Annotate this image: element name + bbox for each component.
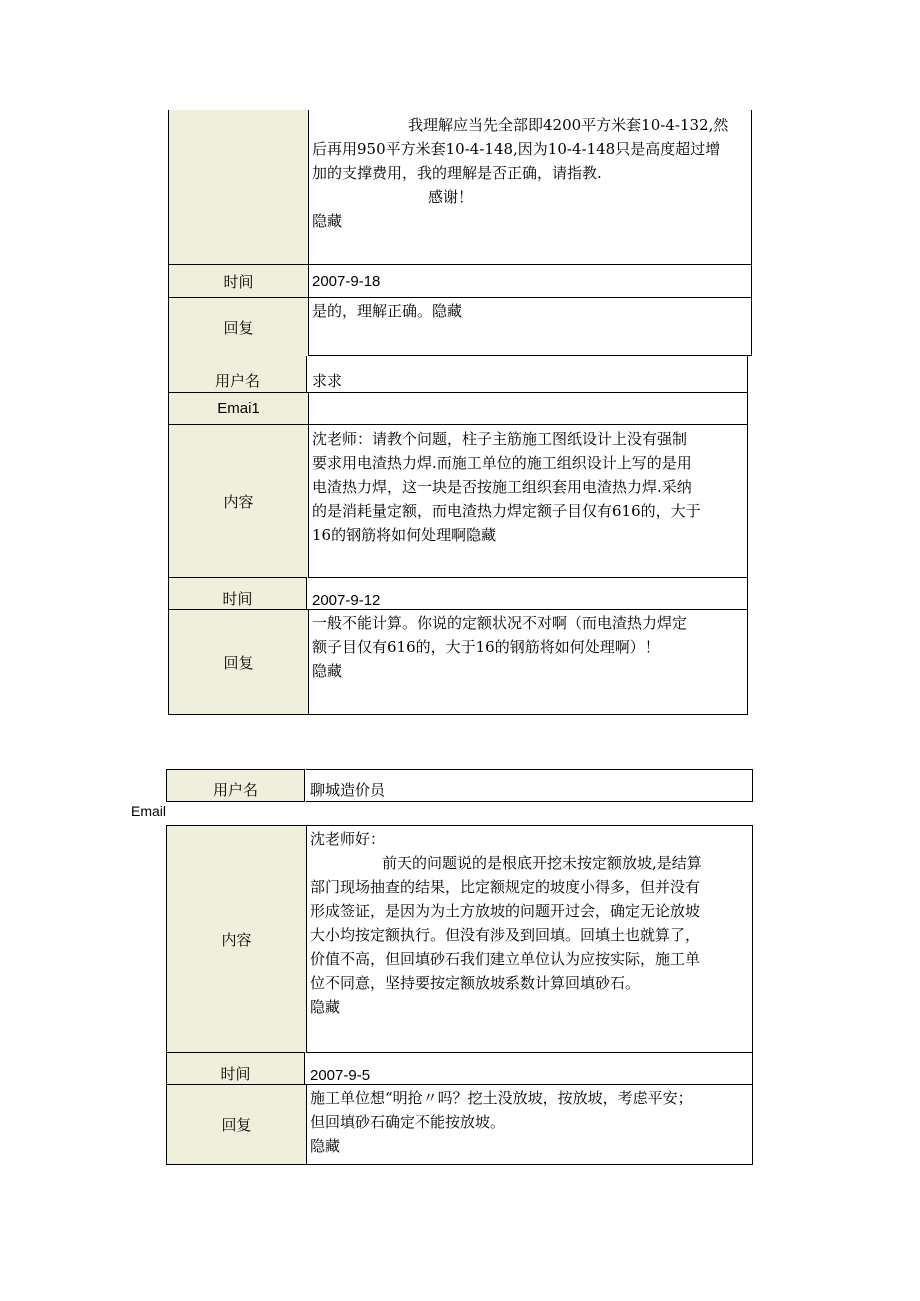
content-line: 沈老师：请教个问题，柱子主筋施工图纸设计上没有强制 <box>312 430 688 448</box>
time-label: 时间 <box>166 1052 305 1084</box>
time-row <box>168 264 752 297</box>
reply-value <box>308 297 752 356</box>
reply-line: 施工单位想“明抢〃吗？挖土没放坡，按放坡，考虑平安； <box>310 1089 693 1107</box>
username-label: 用户名 <box>166 769 305 802</box>
content-row <box>168 110 752 264</box>
hide-link[interactable]: 隐藏 <box>310 1137 341 1155</box>
entry-2 <box>168 356 748 715</box>
reply-label: 回复 <box>166 1084 307 1165</box>
username-label: 用户名 <box>168 356 307 392</box>
reply-text: 是的，理解正确。隐藏 <box>312 302 463 320</box>
entry-1 <box>168 110 752 356</box>
username-value <box>308 356 748 392</box>
content-line: 16的钢筋将如何处理啊隐藏 <box>312 526 497 544</box>
content-label-cell <box>168 110 309 264</box>
content-line: 的是消耗量定额，而电渣热力焊定额子目仅有616的，大于 <box>312 502 701 520</box>
content-value <box>308 424 748 577</box>
time-row <box>166 1052 753 1084</box>
time-label: 时间 <box>168 264 309 297</box>
content-line: 形成签证，是因为为土方放坡的问题开过会，确定无论放坡 <box>310 902 701 920</box>
reply-line: 额子目仅有616的，大于16的钢筋将如何处理啊）！ <box>312 638 660 656</box>
reply-label: 回复 <box>168 609 309 715</box>
content-line: 后再用950平方米套10-4-148,因为10-4-148只是高度超过增 <box>312 140 721 158</box>
hide-link[interactable]: 隐藏 <box>312 662 343 680</box>
content-line: 前天的问题说的是根底开挖未按定额放坡,是结算 <box>382 854 702 872</box>
content-line: 位不同意，坚持要按定额放坡系数计算回填砂石。 <box>310 974 641 992</box>
email-label-text: Emai1 <box>217 400 260 417</box>
content-row <box>166 825 753 1052</box>
content-line: 价值不高，但回填砂石我们建立单位认为应按实际，施工单 <box>310 950 701 968</box>
hide-link[interactable]: 隐藏 <box>312 212 343 230</box>
reply-value <box>306 1084 753 1165</box>
time-text: 2007-9-12 <box>312 592 381 609</box>
content-line: 部门现场抽查的结果，比定额规定的坡度小得多，但并没有 <box>310 878 701 896</box>
content-line: 感谢！ <box>428 188 474 206</box>
email-label <box>168 392 309 424</box>
time-value <box>306 1052 753 1084</box>
content-label: 内容 <box>168 424 309 577</box>
content-line: 大小均按定额执行。但没有涉及到回填。回填土也就算了， <box>310 926 701 944</box>
email-value <box>308 392 748 424</box>
time-label: 时间 <box>168 577 307 609</box>
content-line: 我理解应当先全部即4200平方米套10-4-132,然 <box>408 116 729 134</box>
content-line: 要求用电渣热力焊.而施工单位的施工组织设计上写的是用 <box>312 454 692 472</box>
time-value <box>308 577 748 609</box>
content-value <box>306 825 753 1052</box>
reply-line: 一般不能计算。你说的定额状况不对啊（而电渣热力焊定 <box>312 614 688 632</box>
username-text: 求求 <box>312 372 343 390</box>
email-row <box>168 392 748 424</box>
content-line: 沈老师好： <box>310 830 386 848</box>
time-text: 2007-9-5 <box>310 1067 371 1084</box>
reply-row <box>168 297 752 356</box>
content-line: 电渣热力焊，这一块是否按施工组织套用电渣热力焊.采纳 <box>312 478 692 496</box>
entry-3 <box>166 769 753 1165</box>
reply-row <box>168 609 748 715</box>
hide-link[interactable]: 隐藏 <box>310 998 341 1016</box>
content-value <box>308 110 752 264</box>
content-label: 内容 <box>166 825 307 1052</box>
username-text: 聊城造价员 <box>310 781 386 799</box>
email-label-outside: Email <box>131 803 167 819</box>
reply-label: 回复 <box>168 297 309 356</box>
username-row <box>168 356 748 392</box>
reply-row <box>166 1084 753 1165</box>
reply-value <box>308 609 748 715</box>
time-text: 2007-9-18 <box>312 273 381 290</box>
content-row <box>168 424 748 577</box>
content-line: 加的支撑费用，我的理解是否正确，请指教. <box>312 164 602 182</box>
time-value <box>308 264 752 297</box>
username-row <box>166 769 753 802</box>
time-row <box>168 577 748 609</box>
username-value <box>306 769 753 802</box>
reply-line: 但回填砂石确定不能按放坡。 <box>310 1113 506 1131</box>
